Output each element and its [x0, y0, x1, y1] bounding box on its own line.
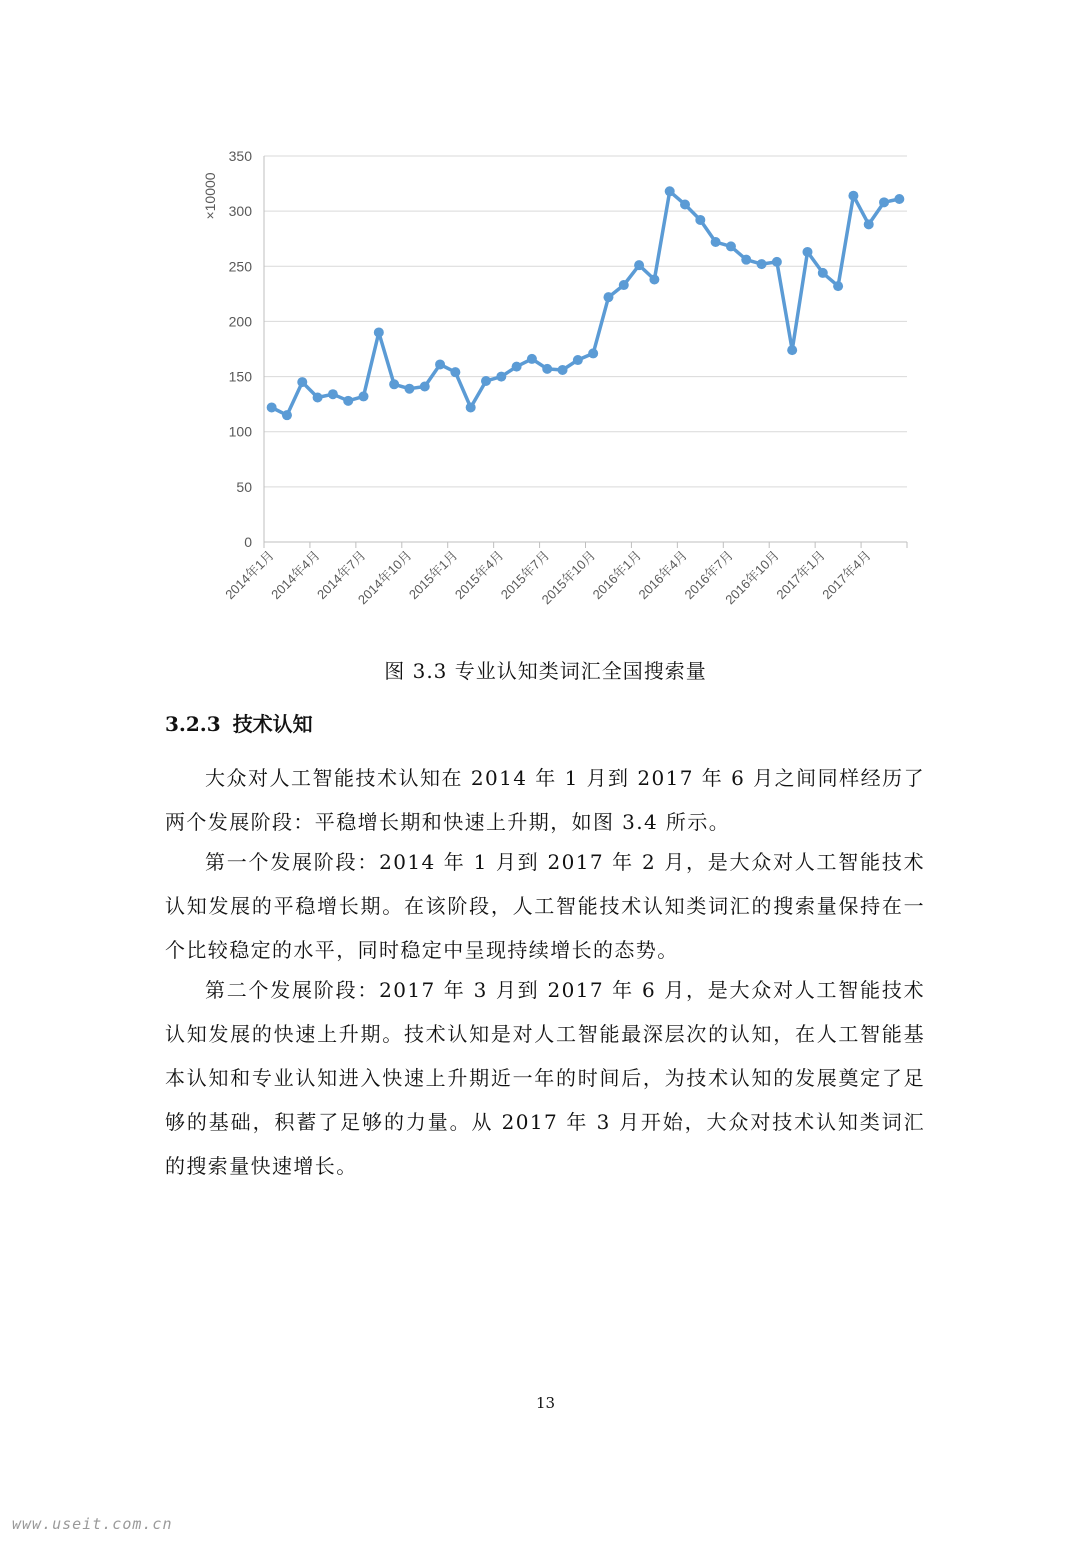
data-point — [542, 364, 552, 374]
x-tick-label: 2014年1月 — [222, 547, 277, 603]
x-tick-label: 2016年7月 — [681, 547, 737, 603]
data-point — [481, 376, 491, 386]
y-tick-label: 50 — [236, 478, 252, 495]
x-tick-label: 2017年4月 — [819, 547, 874, 603]
y-tick-label: 0 — [244, 534, 252, 550]
x-tick-label: 2016年1月 — [589, 547, 645, 603]
data-point — [680, 200, 690, 210]
search-volume-line-chart — [0, 0, 1091, 640]
data-point — [894, 194, 904, 204]
watermark: www.useit.com.cn — [12, 1515, 173, 1533]
data-point — [603, 292, 613, 302]
y-tick-label: 200 — [228, 313, 252, 330]
data-point — [833, 281, 843, 291]
paragraph-1: 大众对人工智能技术认知在 2014 年 1 月到 2017 年 6 月之间同样经历了两个发展阶段：平稳增长期和快速上升期，如图 3.4 所示。 — [165, 766, 925, 834]
data-point — [879, 197, 889, 207]
data-point — [282, 410, 292, 420]
data-point — [512, 362, 522, 372]
gridlines — [264, 156, 907, 487]
x-tick-label: 2015年1月 — [405, 547, 461, 603]
data-point — [864, 219, 874, 229]
section-heading — [165, 708, 313, 737]
x-tick-label: 2015年4月 — [451, 547, 507, 603]
data-point — [588, 348, 598, 358]
paragraph-2: 第一个发展阶段：2014 年 1 月到 2017 年 2 月，是大众对人工智能技术认知发展的平稳增长期。在该阶段，人工智能技术认知类词汇的搜索量保持在一个比较稳定的水平，同时稳定中呈现持续增长的态势。 — [165, 850, 925, 962]
y-tick-labels — [229, 148, 253, 550]
data-point — [848, 191, 858, 201]
x-tick-label: 2015年7月 — [497, 547, 553, 603]
y-tick-label: 150 — [228, 368, 252, 385]
x-tick-label: 2014年4月 — [268, 547, 323, 603]
data-point — [359, 391, 369, 401]
y-tick-label: 350 — [228, 148, 252, 164]
data-points — [267, 186, 905, 420]
data-point — [450, 367, 460, 377]
data-point — [787, 345, 797, 355]
x-tick-label: 2017年1月 — [773, 547, 828, 603]
data-point — [665, 186, 675, 196]
figure-caption: 图 3.3 专业认知类词汇全国搜索量 — [384, 659, 707, 683]
x-tick-label: 2014年7月 — [314, 547, 369, 603]
data-point — [649, 275, 659, 285]
data-point — [558, 365, 568, 375]
axes — [264, 156, 907, 548]
data-point — [328, 389, 338, 399]
section-title: 技术认知 — [232, 712, 313, 736]
x-tick-label: 2016年10月 — [722, 547, 782, 608]
data-point — [435, 359, 445, 369]
data-point — [527, 354, 537, 364]
x-tick-label: 2015年10月 — [538, 547, 599, 608]
data-point — [374, 327, 384, 337]
data-point — [802, 247, 812, 257]
data-point — [634, 260, 644, 270]
y-tick-label: 100 — [228, 423, 252, 440]
data-point — [343, 396, 353, 406]
data-point — [695, 215, 705, 225]
data-point — [726, 241, 736, 251]
data-point — [496, 372, 506, 382]
series-line-layer — [272, 191, 900, 415]
page-number: 13 — [535, 1394, 556, 1412]
x-tick-labels — [222, 548, 874, 608]
data-point — [573, 355, 583, 365]
data-point — [267, 402, 277, 412]
data-point — [404, 384, 414, 394]
paragraph-3: 第二个发展阶段：2017 年 3 月到 2017 年 6 月，是大众对人工智能技术认知发展的快速上升期。技术认知是对人工智能最深层次的认知，在人工智能基本认知和专业认知进入快速上升期近一年的时间后，为技术认知的发展奠定了足够的基础，积蓄了足够的力量。从 2017 年 3 月开始，大众对技术认知类词汇的搜索量快速增长。 — [165, 978, 925, 1178]
x-tick-label: 2016年4月 — [635, 547, 691, 603]
data-point — [466, 402, 476, 412]
data-point — [757, 259, 767, 269]
data-point — [711, 237, 721, 247]
x-tick-label: 2014年10月 — [354, 547, 415, 608]
y-axis-label: ×10000 — [202, 172, 218, 220]
series-line — [272, 191, 900, 415]
section-number: 3.2.3 — [165, 712, 221, 736]
data-point — [818, 268, 828, 278]
data-point — [619, 280, 629, 290]
data-point — [772, 257, 782, 267]
y-tick-label: 300 — [228, 203, 252, 220]
y-tick-label: 250 — [228, 258, 252, 275]
data-point — [313, 393, 323, 403]
data-point — [741, 255, 751, 265]
data-point — [389, 379, 399, 389]
data-point — [420, 381, 430, 391]
data-point — [297, 377, 307, 387]
